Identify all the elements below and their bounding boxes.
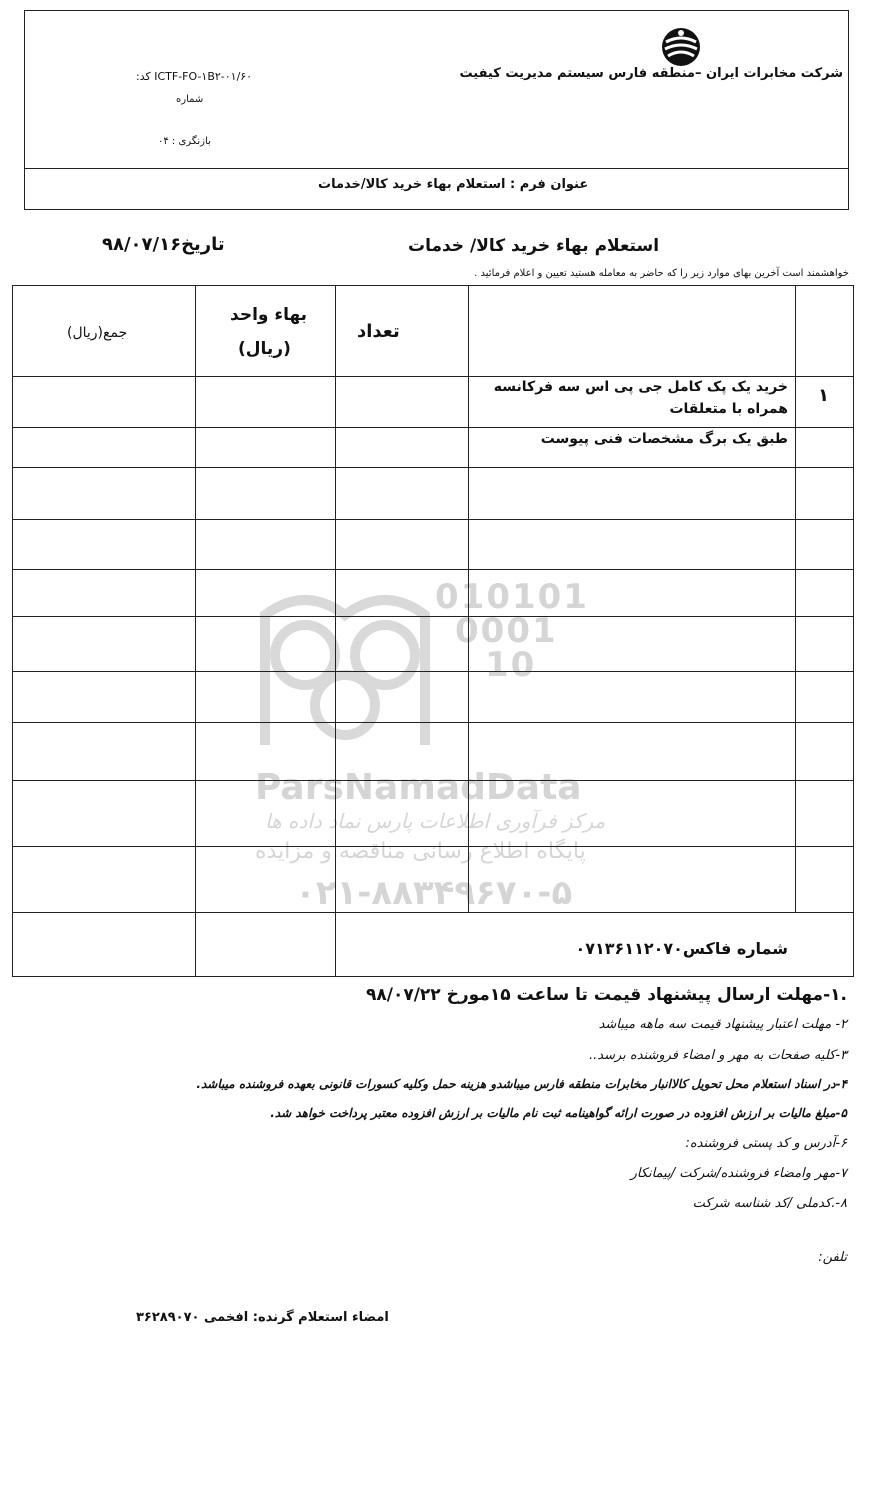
company-name: شرکت مخابرات ایران –منطقه فارس سیستم مدیریت کیفیت [459, 66, 843, 81]
note-deadline: .۱-مهلت ارسال پیشنهاد قیمت تا ساعت ۱۵مورخ ۹۸/۰۷/۲۲ [366, 985, 847, 1005]
page-title: استعلام بهاء خرید کالا/ خدمات [408, 236, 660, 256]
watermark-phone: ۰۲۱-۸۸۳۴۹۶۷۰-۵ [295, 873, 573, 913]
note-delivery: ۴-در اسناد استعلام محل تحویل کالاانبار مخابرات منطقه فارس میباشدو هزینه حمل وکلیه کسورات قانونی بعهده فروشنده میباشد. [196, 1077, 847, 1091]
item-spec: طبق یک برگ مشخصات فنی پیوست [540, 431, 788, 447]
fax-number: شماره فاکس۰۷۱۳۶۱۱۲۰۷۰ [575, 939, 788, 958]
watermark-latin: ParsNamadData [255, 767, 582, 808]
revision-label: بازنگری : ۰۴ [158, 136, 211, 147]
header-total: جمع(ریال) [67, 325, 128, 341]
note-vat: ۵-مبلغ مالیات بر ارزش افزوده در صورت ارائه گواهینامه ثبت نام مالیات بر ارزش افزوده معتبر پرداخت خواهد شد. [270, 1106, 847, 1120]
date: تاریخ۹۸/۰۷/۱۶ [102, 234, 225, 255]
item-description: خرید یک پک کامل جی پی اس سه فرکانسه [493, 379, 788, 395]
header-unit-price-unit: (ریال) [238, 339, 291, 359]
row-number: ۱ [818, 385, 829, 406]
watermark-digits: 010101 [435, 577, 589, 617]
watermark-persian: پایگاه اطلاع رسانی مناقصه و مزایده [255, 839, 586, 864]
items-table [12, 285, 854, 977]
header-unit-price: بهاء واحد [230, 305, 308, 325]
watermark-digits: 0001 [455, 611, 558, 651]
item-description: همراه با متعلقات [669, 401, 788, 417]
note-national-id: ۸-.کدملی /کد شناسه شرکت [692, 1196, 847, 1211]
header-quantity: تعداد [357, 321, 400, 342]
form-title: عنوان فرم : استعلام بهاء خرید کالا/خدمات [318, 177, 589, 192]
note-validity: ۲- مهلت اعتبار پیشنهاد قیمت سه ماهه میباشد [598, 1017, 847, 1032]
watermark-persian: مرکز فرآوری اطلاعات پارس نماد داده ها [265, 809, 606, 833]
form-code: ICTF-FO-۱B۲-۰۱/۶۰ کد: [136, 70, 253, 83]
number-label: شماره [176, 94, 204, 105]
note-seller-stamp: ۷-مهر وامضاء فروشنده/شرکت /پیمانکار [630, 1166, 847, 1181]
phone-label: تلفن: [818, 1250, 847, 1265]
note-stamp: ۳-کلیه صفحات به مهر و امضاء فروشنده برسد.. [589, 1048, 847, 1063]
signature-line: امضاء استعلام گرنده: افخمی ۳۶۲۸۹۰۷۰ [136, 1310, 389, 1325]
request-text: خواهشمند است آخرین بهای موارد زیر را که حاضر به معامله هستید تعیین و اعلام فرمائید . [474, 268, 849, 279]
note-address: ۶-آدرس و کد پستی فروشنده: [685, 1136, 847, 1151]
watermark-digits: 10 [485, 645, 537, 685]
header-divider [24, 168, 849, 169]
telecom-logo-icon [660, 26, 702, 68]
